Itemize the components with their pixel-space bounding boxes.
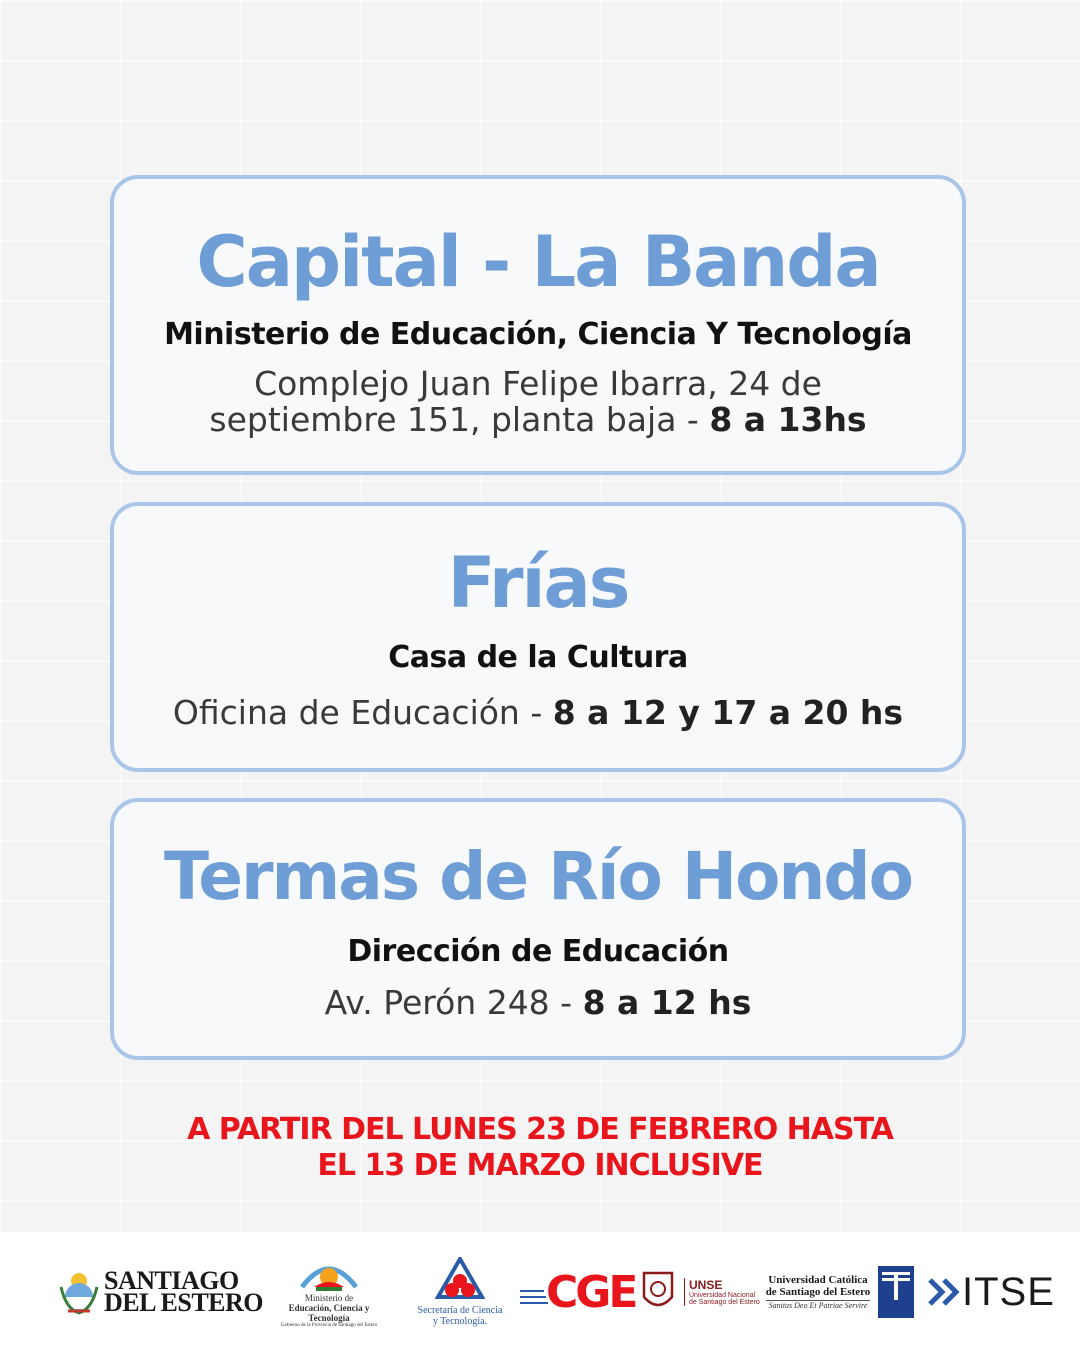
location-title: Termas de Río Hondo <box>163 838 913 915</box>
itse-logo <box>928 1252 1055 1332</box>
ucse-text-logo <box>765 1252 871 1332</box>
secretaria-line-1: Secretaría de Ciencia <box>417 1305 503 1316</box>
location-card-frias <box>110 502 966 772</box>
santiago-text: SANTIAGO <box>104 1266 239 1295</box>
chevron-right-icon <box>928 1277 962 1307</box>
location-address <box>114 693 962 732</box>
ministerio-line-1: Ministerio de <box>304 1292 354 1303</box>
unse-line-2: Universidad Nacional <box>689 1292 756 1299</box>
location-hours: 8 a 12 y 17 a 20 hs <box>552 693 904 732</box>
location-address <box>114 366 962 438</box>
date-notice <box>0 1112 1080 1184</box>
location-card-capital <box>110 175 966 475</box>
unse-text: UNSE <box>689 1278 723 1292</box>
location-institution: Dirección de Educación <box>347 934 729 969</box>
cge-logo <box>520 1252 635 1332</box>
ucse-emblem-icon <box>878 1266 914 1318</box>
location-card-termas <box>110 798 966 1060</box>
address-text: Complejo Juan Felipe Ibarra, 24 de septiembre 151, planta baja - <box>209 364 822 439</box>
notice-line-2: EL 13 DE MARZO INCLUSIVE <box>317 1148 763 1183</box>
unse-logo <box>640 1252 760 1332</box>
notice-line-1: A PARTIR DEL LUNES 23 DE FEBRERO HASTA <box>187 1112 893 1147</box>
santiago-del-estero-logo <box>58 1252 263 1332</box>
location-institution: Casa de la Cultura <box>388 640 688 675</box>
footer-logos <box>0 1232 1080 1350</box>
provincial-shield-icon <box>58 1267 100 1317</box>
location-institution: Ministerio de Educación, Ciencia Y Tecnología <box>164 317 912 352</box>
location-hours: 8 a 13hs <box>709 400 867 439</box>
ministerio-emblem-icon <box>294 1257 364 1293</box>
ministerio-line-3: Gobierno de la Provincia de Santiago del Estero <box>280 1322 378 1328</box>
address-text: Oficina de Educación - <box>172 693 553 732</box>
location-title: Frías <box>447 542 629 624</box>
unse-line-3: de Santiago del Estero <box>689 1299 760 1306</box>
location-title: Capital - La Banda <box>196 221 880 303</box>
cge-text: CGE <box>546 1266 636 1318</box>
unse-crest-icon <box>640 1269 676 1315</box>
itse-text: ITSE <box>962 1269 1055 1314</box>
secretaria-logo <box>410 1252 510 1332</box>
address-text: Av. Perón 248 - <box>324 983 583 1022</box>
ucse-line-1: Universidad Católica <box>768 1274 868 1286</box>
ucse-line-2: de Santiago del Estero <box>766 1286 871 1301</box>
secretaria-line-2: y Tecnología. <box>432 1316 488 1327</box>
ministerio-logo <box>268 1252 390 1332</box>
del-estero-text: DEL ESTERO <box>104 1288 264 1317</box>
ucse-line-3: Sanitas Deo Et Patriae Servire <box>768 1301 868 1310</box>
ucse-mark-logo <box>878 1252 914 1332</box>
location-hours: 8 a 12 hs <box>582 983 752 1022</box>
ministerio-line-2: Educación, Ciencia y Tecnología <box>288 1302 370 1323</box>
atom-icon <box>432 1257 488 1305</box>
location-address <box>114 983 962 1022</box>
